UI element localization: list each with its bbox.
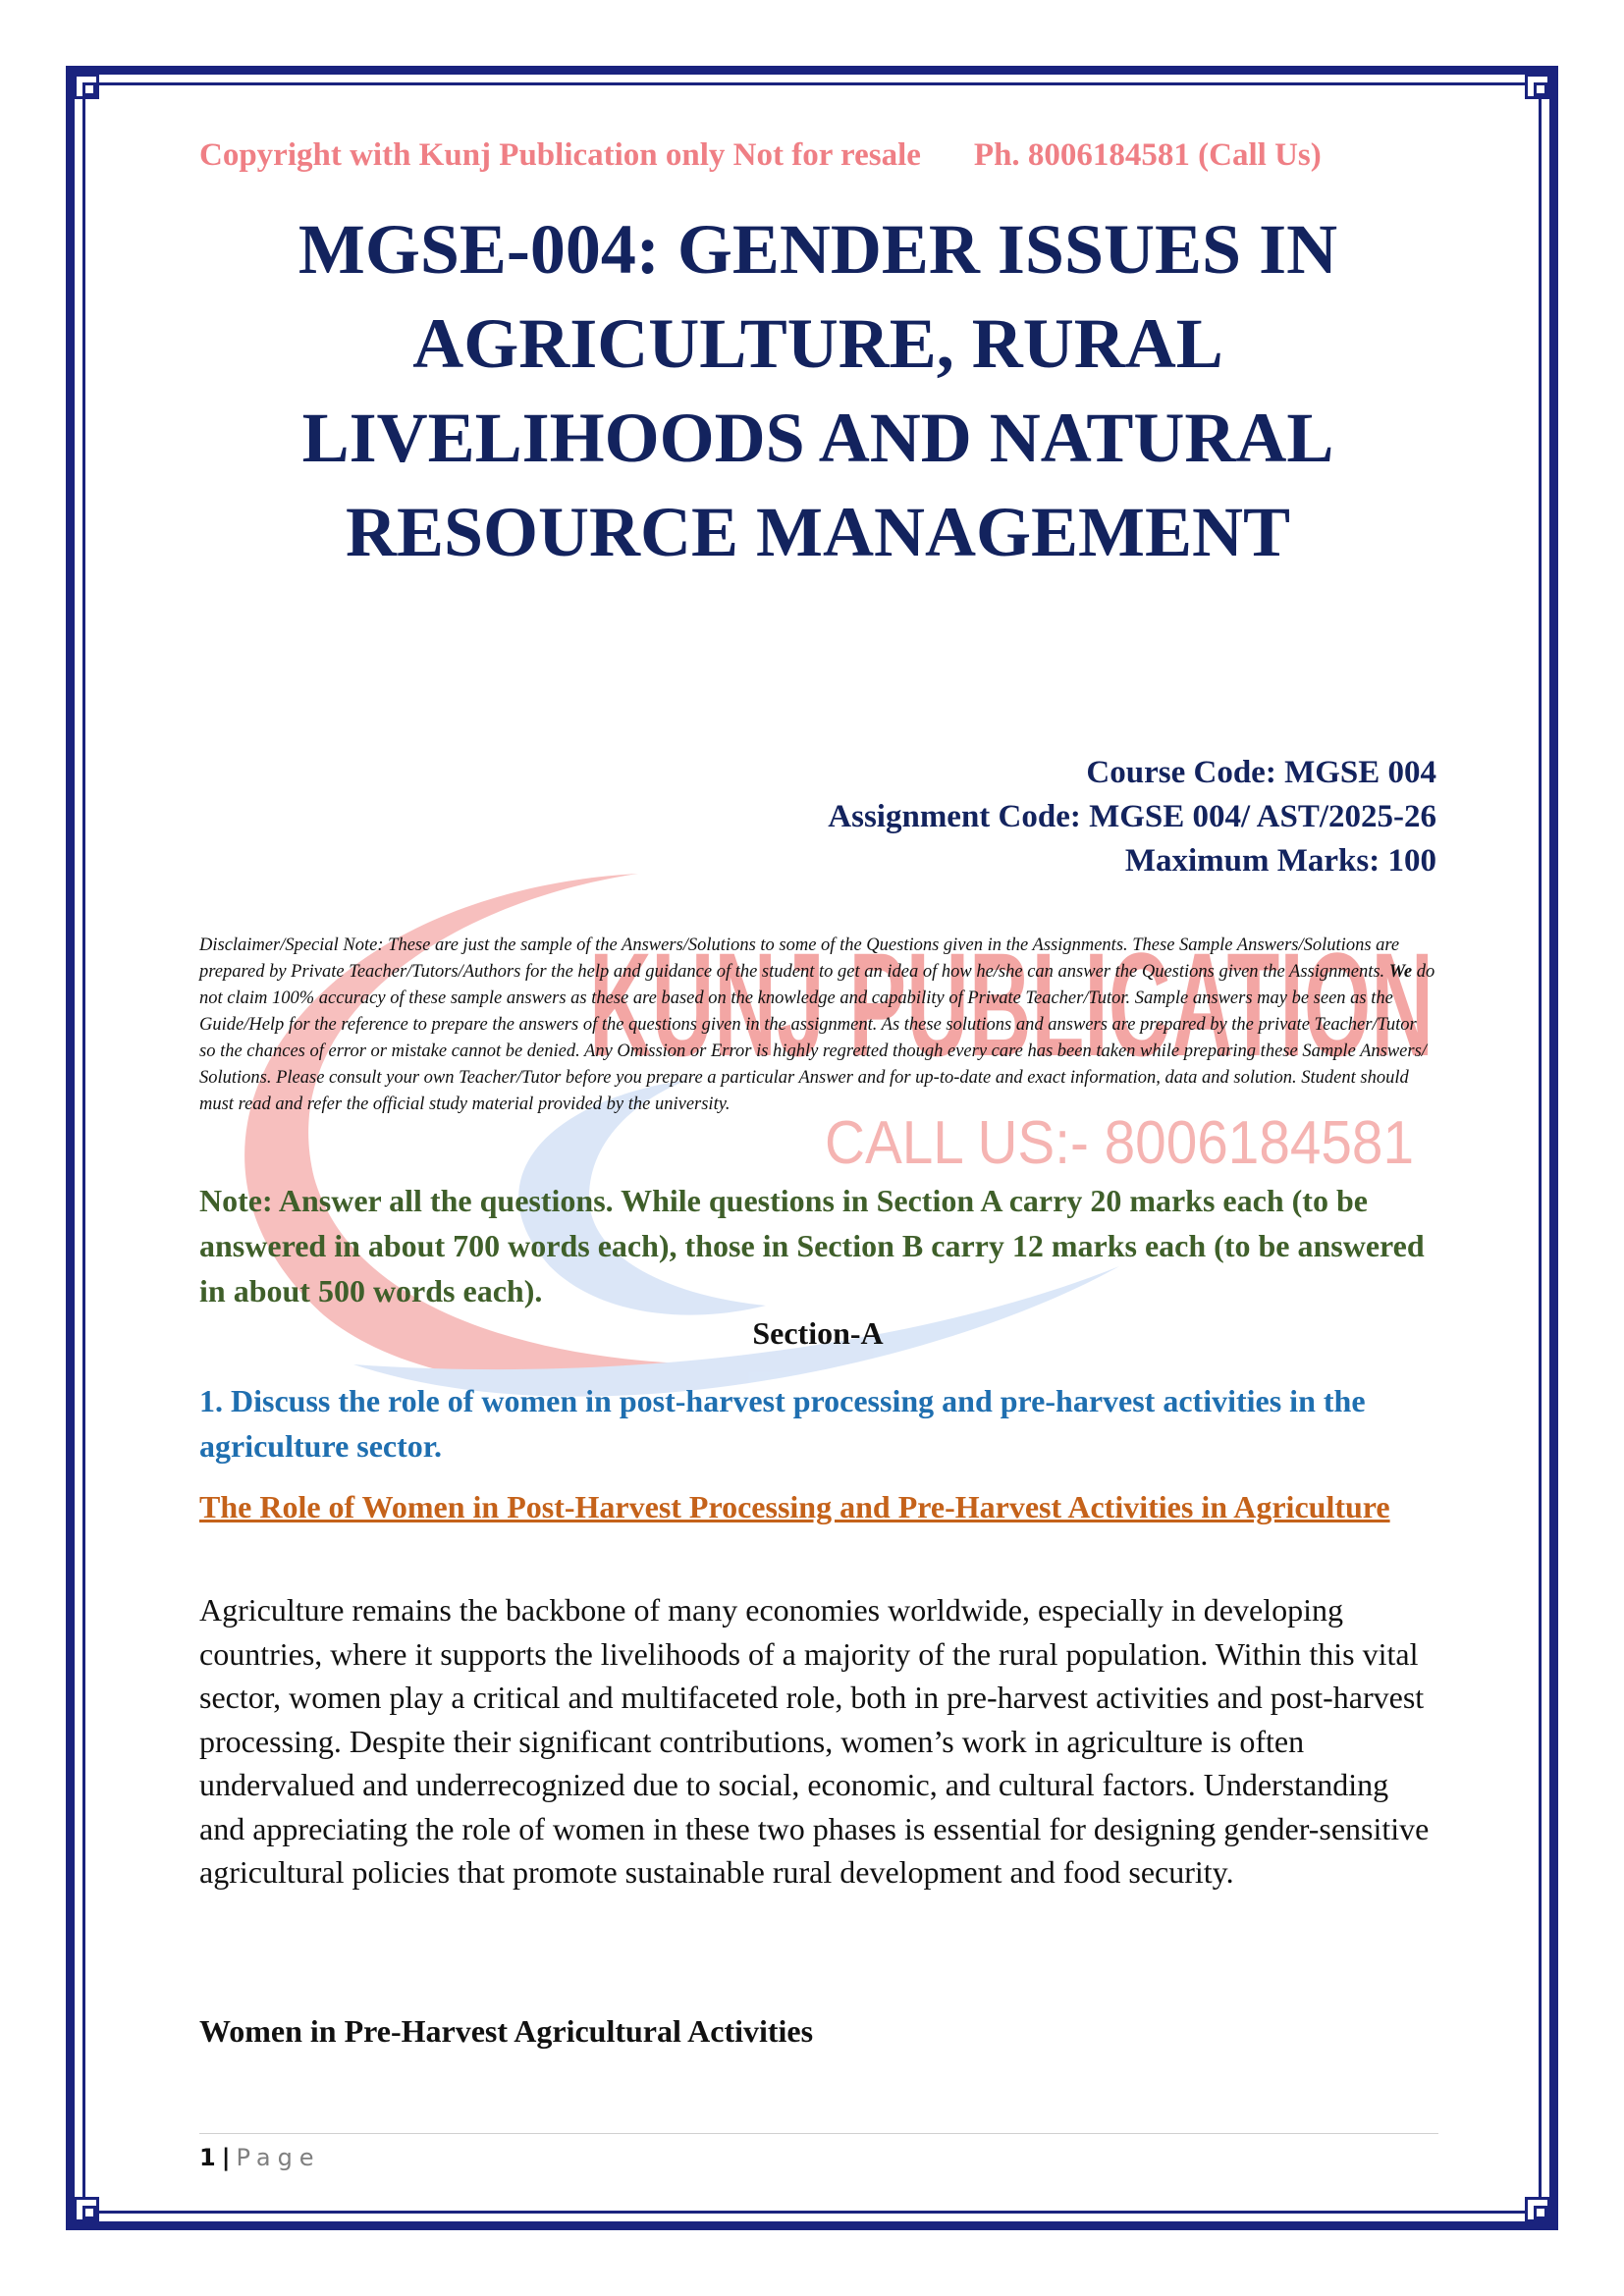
disclaimer-we: We <box>1388 962 1413 982</box>
disclaimer-text-part1: Disclaimer/Special Note: These are just the sample of the Answers/Solutions to some of the Questions given in the Assignments. These Sample Answers/Solutions are prepared by Private Teacher/Tutors/Authors for the help and guidance of the student to get an idea of how he/she can answer the Questions given the Assignments. <box>199 935 1400 982</box>
page-label: Page <box>236 2144 321 2171</box>
page-number: 1 <box>199 2144 216 2171</box>
corner-ornament <box>74 74 99 99</box>
corner-ornament <box>1525 2197 1550 2222</box>
corner-ornament <box>74 2197 99 2222</box>
body-paragraph: Agriculture remains the backbone of many economies worldwide, especially in developing countries, where it supports the livelihoods of a majority of the rural population. Within this vital sector, women play a critical and multifaceted role, both in pre-harvest activities and post-harvest processing. Despite their significant contributions, women’s work in agriculture is often undervalued and underrecognized due to social, economic, and cultural factors. Understanding and appreciating the role of women in these two phases is essential for designing gender-sensitive agricultural policies that promote sustainable rural development and food security. <box>199 1592 1430 1890</box>
question-1: 1. Discuss the role of women in post-harvest processing and pre-harvest activities in the agriculture sector. <box>199 1383 1366 1464</box>
sub-heading: Women in Pre-Harvest Agricultural Activities <box>199 2013 814 2049</box>
copyright-text: Copyright with Kunj Publication only Not for resale <box>199 137 921 173</box>
watermark-call-text: CALL US:- 8006184581 <box>825 1109 1414 1177</box>
footer-separator: | <box>221 2144 231 2171</box>
corner-ornament <box>1525 74 1550 99</box>
page-footer <box>199 2144 321 2171</box>
footer-divider <box>199 2133 1438 2134</box>
document-title: MGSE-004: GENDER ISSUES IN AGRICULTURE, RURAL LIVELIHOODS AND NATURAL RESOURCE MANAGEMENT <box>298 210 1338 571</box>
course-codes-block <box>828 751 1436 883</box>
maximum-marks: Maximum Marks: 100 <box>1124 843 1436 879</box>
copyright-line <box>199 137 1436 181</box>
assignment-code: Assignment Code: MGSE 004/ AST/2025-26 <box>828 799 1436 834</box>
watermark-brand-text: KUNJ PUBLICATION <box>589 922 1434 1087</box>
section-heading: Section-A <box>752 1315 884 1351</box>
phone-number: Ph. 8006184581 (Call Us) <box>973 137 1322 173</box>
answer-title: The Role of Women in Post-Harvest Processing and Pre-Harvest Activities in Agriculture <box>199 1489 1390 1524</box>
instructions-note: Note: Answer all the questions. While questions in Section A carry 20 marks each (to be answered in about 700 words each), those in Section B carry 12 marks each (to be answered in about 500 words each). <box>199 1183 1425 1308</box>
course-code: Course Code: MGSE 004 <box>1086 755 1436 790</box>
disclaimer-note <box>199 933 1436 1118</box>
disclaimer-text-part2: do not claim 100% accuracy of these sample answers as these are based on the knowledge and capability of Private Teacher/Tutor. Sample answers may be seen as the Guide/Help for the reference to prepare the answers of the questions given in the assignment. As these solutions and answers are prepared by the private Teacher/Tutor so the chances of error or mistake cannot be denied. Any Omission or Error is highly regretted though every care has been taken while preparing these Sample Answers/ Solutions. Please consult your own Teacher/Tutor before you prepare a particular Answer and for up-to-date and exact information, data and solution. Student should must read and refer the official study material provided by the university. <box>199 962 1435 1114</box>
